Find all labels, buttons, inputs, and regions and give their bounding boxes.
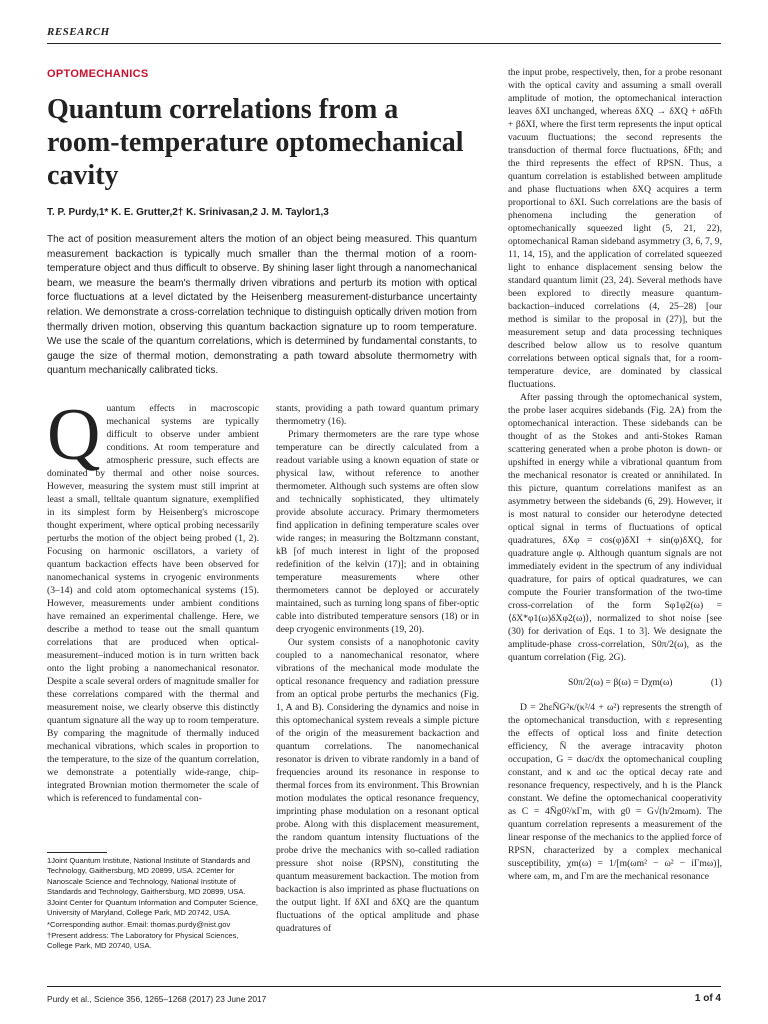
body-column-3 xyxy=(508,66,722,883)
footnotes xyxy=(47,856,259,954)
paragraph: After passing through the optomechanical system, the probe laser acquires sidebands (Fig. 2A) from the optomechanical interaction. These sidebands can be thought of as the Stokes and anti-Stokes Raman scattering generated when a probe photon is down- or upshifted in energy while a vibrational quantum from the mechanical resonator is created or annihilated. In this picture, quantum correlations manifest as an asymmetry between the sidebands (6, 29). However, it is most natural to consider our heterodyne detected optical signal in terms of fluctuations of optical quadratures, δXφ = cos(φ)δXI + sin(φ)δXQ, for quadrature angle φ. Although quantum signals are not immediately evident in the spectrum of any individual quadrature, for pairs of optical quadratures, we can compute the Fourier transformation of the two-time cross-correlation of the form Sφ1φ2(ω) = ⟨δX*φ1(ω)δXφ2(ω)⟩, normalized to shot noise [see (30) for derivation of Eqs. 1 to 3]. We designate the amplitude-phase cross-correlation, S0π/2(ω), as the quantum correlation (Fig. 2G). xyxy=(508,392,722,663)
footnote-rule xyxy=(47,852,107,853)
author-list: T. P. Purdy,1* K. E. Grutter,2† K. Srinivasan,2 J. M. Taylor1,3 xyxy=(47,207,329,218)
abstract: The act of position measurement alters the motion of an object being measured. This quantum measurement backaction is typically much smaller than the thermal motion of a room-temperature object and thus difficult to observe. By shining laser light through a nanomechanical beam, we measure the beam's thermally driven vibrations and perturb its motion with optical force fluctuations at a level dictated by the Heisenberg measurement-disturbance uncertainty relation. We demonstrate a cross-correlation technique to distinguish optically driven motion from thermally driven motion, observing this quantum backaction signature up to room temperature. We use the scale of the quantum correlations, which is determined by fundamental constants, to gauge the size of thermal motion, demonstrating a path toward absolute thermometry with quantum mechanically calibrated ticks. xyxy=(47,234,477,377)
drop-cap: Q xyxy=(47,394,101,476)
article-title: Quantum correlations from a room-temperature optomechanical cavity xyxy=(47,94,464,191)
equation-number: (1) xyxy=(710,677,722,688)
paragraph: Primary thermometers are the rare type whose temperature can be directly calculated from a readout variable using a known equation of state or physical law, without reference to another thermometer. Although such systems are often slow and technically sophisticated, they ultimately provide absolute accuracy. Primary thermometers find application in defining temperature scales over wide ranges; in measuring the Boltzmann constant, kB [of much interest in light of the proposed redefinition of the kelvin (17)]; and in obtaining temperature measurements where other thermometers cannot be deployed or accurately maintained, such as turning long spans of fiber-optic cable into distributed temperature sensors (18) or in deep cryogenic environments (19, 20). xyxy=(276,429,479,635)
equation-1 xyxy=(508,676,722,689)
footer-citation: Purdy et al., Science 356, 1265–1268 (2017) 23 June 2017 xyxy=(47,994,267,1004)
page-number: 1 of 4 xyxy=(694,993,721,1004)
paragraph: the input probe, respectively, then, for a probe resonant with the optical cavity and assuming a small overall amplitude of motion, the optomechanical interaction leaves δXI unchanged, whereas δXQ → δXQ + αδFth + βδXI, where the first term represents the input optical vacuum fluctuations; the second represents the transduction of thermal force fluctuations, δFth; and the third represents the effect of RPSN. Thus, a quantum correlation is established between amplitude and phase fluctuations when δXQ acquires a term proportional to δXI. Such correlations are the basis of phenomena including the generation of optomechanically squeezed light (5, 21, 22), optomechanical Raman sideband asymmetry (3, 6, 7, 9, 11, 14, 15), and the application of correlated squeezed light to enhance displacement sensing below the standard quantum limit (23, 24). Several methods have been explored to directly measure quantum-backaction–induced correlations (4, 25–28) [our method is similar to the proposal in (27)], but the measurement setup and data processing techniques described below allow us to resolve quantum correlations between optical signals that, for a room-temperature device, are dominated by classical fluctuations. xyxy=(508,67,722,390)
journal-section-header: RESEARCH xyxy=(47,26,110,38)
section-label: OPTOMECHANICS xyxy=(47,68,149,80)
body-column-2 xyxy=(276,402,479,935)
header-rule xyxy=(47,43,721,44)
body-column-1 xyxy=(47,394,259,805)
footer-rule xyxy=(47,986,721,987)
affiliations: 1Joint Quantum Institute, National Institute of Standards and Technology, Gaithersburg, MD 20899, USA. 2Center for Nanoscale Science and Technology, National Institute of Standards and Technology, Gaithersburg, MD 20899, USA. 3Joint Center for Quantum Information and Computer Science, University of Maryland, College Park, MD 20742, USA. xyxy=(47,856,259,918)
paragraph: Our system consists of a nanophotonic cavity coupled to a nanomechanical resonator, where vibrations of the mechanical mode modulate the optical resonance frequency and radiation pressure from an optical probe perturbs the mechanics (Fig. 1, A and B). Considering the dynamics and noise in this optomechanical system reveals a simple picture of the origin of the measurement backaction and quantum correlations. The nanomechanical resonator is driven to vibrate randomly in a band of frequencies around its resonance in response to thermal forces from its environment. This Brownian motion modulates the optical resonance frequency, imprinting phase modulation on a resonant optical probe. Along with this displacement measurement, the random quantum intensity fluctuations of the probe drive the mechanics with so-called radiation pressure shot noise (RPSN), constituting the quantum measurement backaction. The motion from backaction is also imprinted as phase fluctuations on the output light. If δXI and δXQ are the quantum fluctuations of the optical amplitude and phase quadratures of xyxy=(276,637,479,934)
corresponding-author: *Corresponding author. Email: thomas.purdy@nist.gov †Present address: The Laboratory for Physical Sciences, College Park, MD 20740, USA. xyxy=(47,920,239,951)
paragraph: stants, providing a path toward quantum primary thermometry (16). xyxy=(276,403,479,427)
paragraph: D = 2hεN̄G²κ/(κ²/4 + ω²) represents the strength of the optomechanical transduction, with ε representing the effects of optical loss and finite detection efficiency, N̄ the average intracavity photon occupation, G = dωc/dx the optomechanical coupling constant, and κ and ωc the optical decay rate and resonance frequency, respectively, and h is the Planck constant. We define the optomechanical cooperativity as C = 4N̄g0²/κΓm, with g0 = G√(h/2mωm). The quantum correlation represents a measurement of the linear response of the mechanics to the applied force of RPSN, characterized by a complex mechanical susceptibility, χm(ω) = 1/[m(ωm² − ω² − iΓmω)], where ωm, m, and Γm are the mechanical resonance xyxy=(508,702,722,882)
paragraph: uantum effects in macroscopic mechanical systems are typically difficult to observe under ambient conditions. At room temperature and atmospheric pressure, such effects are dominated by thermal and other noise sources. However, measuring the system must still imprint at least a small, telltale quantum signature, exemplified in its simplest form by Heisenberg's microscope thought experiment, where optical probing necessarily perturbs the motion of the object being probed (1, 2). Focusing on harmonic oscillators, a variety of quantum backaction effects have been observed for nanomechanical systems in cryogenic environments (3–14) and cold atom optomechanical systems (15). However, measurements under ambient conditions have remained an experimental challenge. Here, we describe a method to tease out the small quantum correlations that are produced when optical-measurement–induced motion is in turn written back onto the light probing a nanomechanical resonator. Despite a scale several orders of magnitude smaller for these correlations compared with the thermal and measurement noise, we clearly observe this distinctly quantum signature all the way up to room temperature. By comparing the magnitude of thermally induced mechanical vibrations, which scales in proportion to the temperature, to the size of the quantum correlation, we demonstrate a potentially wide-range, chip-integrated Brownian motion thermometer the scale of which is referenced to fundamental con- xyxy=(47,403,259,804)
equation-body: S0π/2(ω) = β(ω) = Dχm(ω) xyxy=(568,677,673,688)
